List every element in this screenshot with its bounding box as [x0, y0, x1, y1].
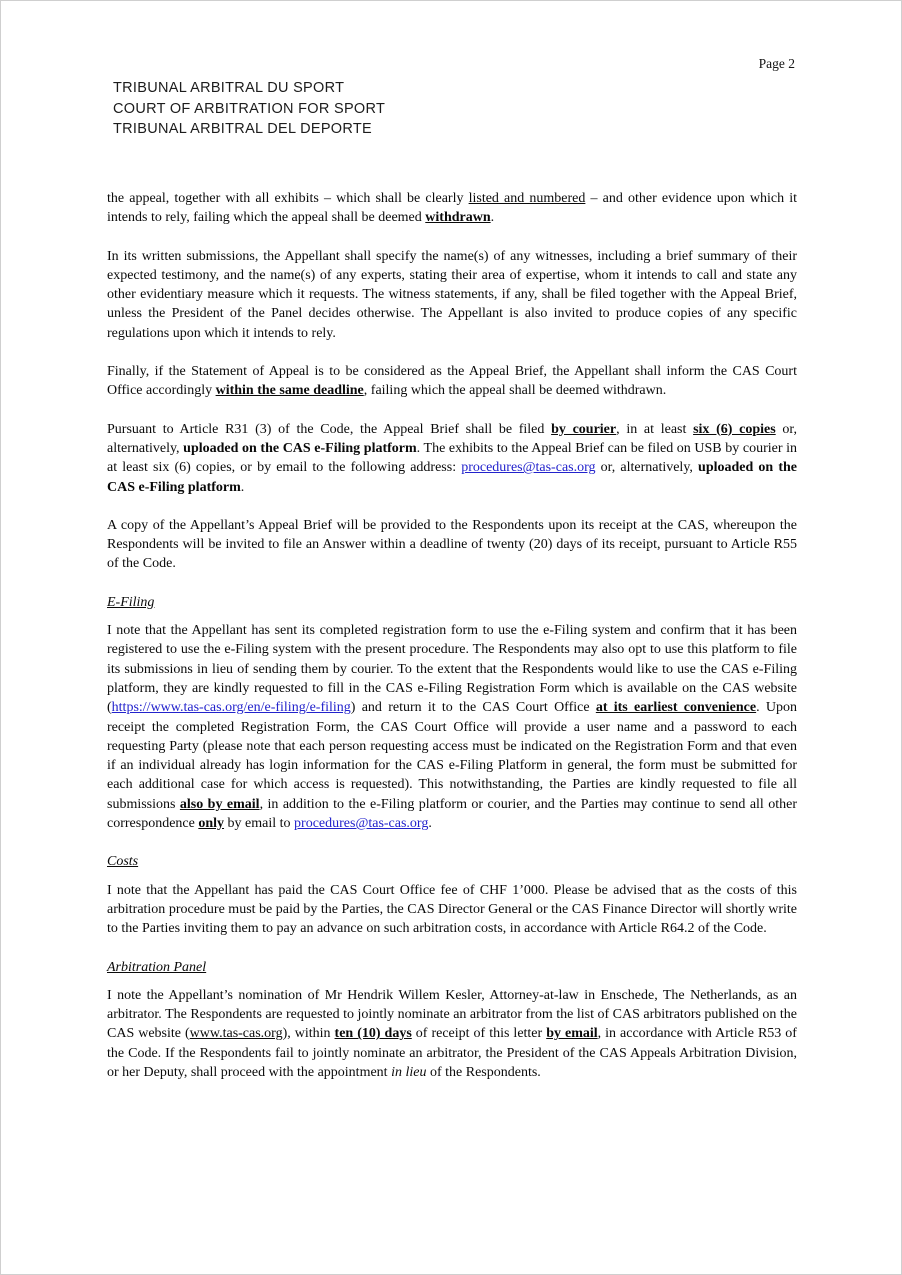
text-run: ten (10) days [334, 1026, 412, 1042]
text-run: the appeal, together with all exhibits – which shall be clearly [107, 191, 469, 206]
text-run: uploaded on the CAS e-Filing platform [107, 460, 797, 495]
text-run: . [428, 816, 432, 832]
paragraph [107, 621, 797, 833]
text-run: – and other evidence upon which it intends to rely, failing which the appeal shall be deemed [107, 191, 798, 226]
text-run: I note that the Appellant has sent its completed registration form to use the e-Filing system and confirm that it has been registered to use the e-Filing system with the present procedure. The Respondents may also opt to use this platform to file its submissions in lieu of sending them by courier. To the extent that the Respondents would like to use the CAS e-Filing platform, they are kindly requested to fill in the CAS e-Filing Registration Form which is available on the CAS website ( [107, 623, 797, 716]
section-heading [107, 958, 797, 977]
paragraph [107, 516, 797, 574]
paragraph [107, 189, 797, 228]
paragraph [107, 881, 797, 939]
text-run: or, alternatively, [107, 421, 798, 456]
letterhead [113, 78, 385, 140]
letterhead-line-english: COURT OF ARBITRATION FOR SPORT [113, 100, 386, 117]
text-run: , in addition to the e-Filing platform or courier, and the Parties may continue to send all other correspondence [107, 796, 798, 832]
text-run: at its earliest convenience [595, 700, 757, 716]
text-run: In its written submissions, the Appellant shall specify the name(s) of any witnesses, including a brief summary of their expected testimony, and the name(s) of any experts, stating their area of expertise, whom it intends to call and state any other evidentiary measure which it requests. The witness statements, if any, shall be filed together with the Appeal Brief, unless the President of the Panel decides otherwise. The Appellant is also invited to produce copies of any specific regulations upon which it intends to rely. [107, 248, 797, 341]
paragraph [107, 986, 797, 1082]
text-run: or, alternatively, [595, 460, 699, 476]
text-run: , in at least [616, 421, 694, 437]
text-run: also by email [179, 796, 260, 812]
section-heading [107, 852, 797, 871]
url-link[interactable]: https://www.tas-cas.org/en/e-filing/e-filing [111, 700, 351, 716]
text-run: in lieu [391, 1064, 427, 1080]
letterhead-line-french: TRIBUNAL ARBITRAL DU SPORT [113, 80, 345, 96]
email-link[interactable]: procedures@tas-cas.org [294, 816, 429, 832]
paragraph [107, 362, 797, 401]
text-run: . [240, 479, 245, 495]
text-run: E-Filing [107, 594, 155, 610]
page-number: Page 2 [758, 56, 795, 71]
paragraph [107, 420, 797, 497]
text-run: by email [546, 1026, 598, 1042]
text-run: of receipt of this letter [411, 1026, 547, 1042]
letterhead-line-spanish: TRIBUNAL ARBITRAL DEL DEPORTE [113, 121, 373, 137]
text-run: ), within [282, 1026, 335, 1042]
email-link[interactable]: procedures@tas-cas.org [461, 460, 596, 476]
section-heading [107, 593, 797, 612]
text-run: A copy of the Appellant’s Appeal Brief will be provided to the Respondents upon its receipt at the CAS, whereupon the Respondents will be invited to file an Answer within a deadline of twenty (20) days of its receipt, pursuant to Article R55 of the Code. [107, 517, 797, 572]
text-run: by email to [224, 816, 295, 832]
text-run: Pursuant to Article R31 (3) of the Code, the Appeal Brief shall be filed [107, 421, 552, 437]
text-run: only [198, 816, 225, 832]
paragraph [107, 247, 797, 343]
text-run: , in accordance with Article R53 of the Code. If the Respondents fail to jointly nominate an arbitrator, the President of the CAS Appeals Arbitration Division, or her Deputy, shall proceed with the appointment [107, 1026, 797, 1080]
text-run: www.tas-cas.org [189, 1026, 283, 1042]
text-run: within the same deadline [215, 383, 364, 399]
text-run: by courier [551, 421, 617, 437]
text-run: Costs [107, 854, 139, 870]
text-run: withdrawn [425, 210, 491, 226]
text-run: Arbitration Panel [107, 959, 207, 975]
text-run: I note that the Appellant has paid the CAS Court Office fee of CHF 1’000. Please be advised that as the costs of this arbitration procedure must be paid by the Parties, the CAS Director General or the CAS Finance Director will shortly write to the Parties inviting them to pay an advance on such arbitration costs, in accordance with Article R64.2 of the Code. [107, 882, 797, 937]
text-run: Finally, if the Statement of Appeal is to be considered as the Appeal Brief, the Appellant shall inform the CAS Court Office accordingly [107, 364, 797, 399]
text-run: . Upon receipt the completed Registration Form, the CAS Court Office will provide a user name and a password to each requesting Party (please note that each person requesting access must be indicated on the Registration Form and that even if an individual already has login information for the CAS e-Filing Platform in general, the form must be submitted for each additional case for which access is requested). This notwithstanding, the Parties are kindly requested to file all submissions [107, 700, 797, 812]
text-run: . [490, 210, 495, 226]
document-body [107, 189, 797, 1101]
text-run: of the Respondents. [426, 1064, 541, 1080]
text-run: I note the Appellant’s nomination of Mr Hendrik Willem Kesler, Attorney-at-law in Enschede, The Netherlands, as an arbitrator. The Respondents are requested to jointly nominate an arbitrator from the list of CAS arbitrators published on the CAS website ( [107, 987, 797, 1042]
text-run: ) and return it to the CAS Court Office [350, 700, 596, 716]
text-run: six (6) copies [693, 421, 776, 437]
text-run: . The exhibits to the Appeal Brief can be filed on USB by courier in at least six (6) copies, or by email to the following address: [107, 440, 797, 476]
text-run: listed and numbered [468, 191, 586, 206]
text-run: uploaded on the CAS e-Filing platform [183, 440, 417, 456]
text-run: , failing which the appeal shall be deemed withdrawn. [363, 383, 667, 399]
